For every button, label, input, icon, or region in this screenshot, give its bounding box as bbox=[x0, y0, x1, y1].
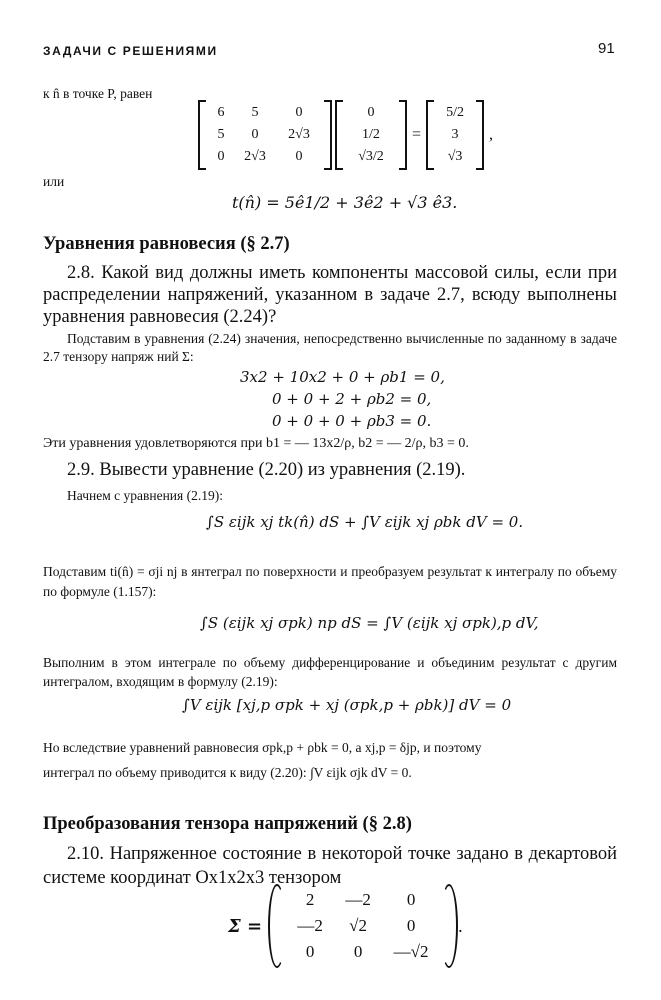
problem-2-10-statement: 2.10. Напряженное состояние в некоторой точке задано в декартовой системе координат Ox1x2x3 тензором bbox=[43, 844, 617, 888]
bracket-left bbox=[335, 100, 343, 170]
matrix-a-cell: 6 bbox=[217, 105, 225, 120]
matrix-product bbox=[198, 100, 498, 170]
matrix-a-cell: 2√3 bbox=[244, 149, 266, 164]
paren-left bbox=[268, 884, 286, 968]
sigma-cell: 0 bbox=[353, 942, 363, 961]
problem-2-9-conclusion-1: Но вследствие уравнений равновесия σpk,p + ρbk = 0, а xj,p = δjp, и поэтому bbox=[43, 740, 482, 755]
trailing-comma: , bbox=[489, 126, 494, 143]
problem-2-9-statement: 2.9. Вывести уравнение (2.20) из уравнения (2.19). bbox=[67, 460, 466, 480]
sigma-cell: 0 bbox=[305, 942, 315, 961]
problem-2-8-conclusion: Эти уравнения удовлетворяются при b1 = — 13x2/ρ, b2 = — 2/ρ, b3 = 0. bbox=[43, 436, 469, 451]
sigma-cell: —√2 bbox=[393, 942, 429, 961]
sigma-cell: 2 bbox=[305, 890, 315, 909]
result-cell: 5/2 bbox=[446, 105, 464, 120]
sigma-cell: —2 bbox=[297, 916, 323, 935]
running-title: ЗАДАЧИ С РЕШЕНИЯМИ bbox=[43, 44, 218, 58]
sigma-cell: 0 bbox=[406, 916, 416, 935]
matrix-a bbox=[206, 102, 324, 168]
vector-b-cell: √3/2 bbox=[358, 149, 384, 164]
matrix-a-cell: 0 bbox=[217, 149, 225, 164]
equation-combined: ∫V εijk [xj,p σpk + xj (σpk,p + ρbk)] dV = 0 bbox=[182, 696, 512, 714]
equals-sign: = bbox=[412, 126, 422, 143]
trailing-period: . bbox=[458, 915, 463, 936]
vector-b bbox=[343, 102, 399, 168]
equation: 0 + 0 + 2 + ρb2 = 0, bbox=[272, 390, 432, 408]
paren-right bbox=[440, 884, 458, 968]
bracket-left bbox=[426, 100, 434, 170]
traction-equation: t(n̂) = 5ê1/2 + 3ê2 + √3 ê3. bbox=[232, 193, 458, 212]
vector-b-cell: 0 bbox=[367, 105, 375, 120]
equation-gauss: ∫S (εijk xj σpk) np dS = ∫V (εijk xj σpk),p dV, bbox=[200, 614, 539, 632]
result-cell: √3 bbox=[447, 149, 463, 164]
equation-2-19: ∫S εijk xj tk(n̂) dS + ∫V εijk xj ρbk dV = 0. bbox=[206, 513, 524, 531]
matrix-a-cell: 5 bbox=[217, 127, 225, 142]
result-cell: 3 bbox=[451, 127, 459, 142]
sigma-label: Σ = bbox=[228, 915, 263, 937]
equation: 3x2 + 10x2 + 0 + ρb1 = 0, bbox=[240, 368, 445, 386]
section-title-transform: Преобразования тензора напряжений (§ 2.8) bbox=[43, 814, 412, 834]
matrix-a-cell: 0 bbox=[251, 127, 259, 142]
problem-2-9-substitute: Подставим ti(n̂) = σji nj в янтеграл по поверхности и преобразуем результат к интегралу по объему по формуле (1.157): bbox=[43, 564, 617, 599]
sigma-matrix bbox=[228, 884, 463, 968]
problem-2-9-start: Начнем с уравнения (2.19): bbox=[67, 488, 223, 503]
sigma-cell: √2 bbox=[349, 916, 367, 935]
problem-2-9-differentiate: Выполним в этом интеграле по объему дифференцирование и объединим результат с другим интегралом, входящим в формулу (2.19): bbox=[43, 655, 617, 689]
matrix-a-cell: 5 bbox=[251, 105, 259, 120]
bracket-right bbox=[399, 100, 407, 170]
bracket-right bbox=[476, 100, 484, 170]
bracket-left bbox=[198, 100, 206, 170]
sigma-matrix-grid bbox=[286, 887, 440, 965]
bracket-right bbox=[324, 100, 332, 170]
vector-b-cell: 1/2 bbox=[362, 127, 380, 142]
result-c bbox=[434, 102, 476, 168]
problem-2-9-conclusion-2: интеграл по объему приводится к виду (2.20): ∫V εijk σjk dV = 0. bbox=[43, 765, 412, 780]
matrix-a-cell: 2√3 bbox=[288, 127, 310, 142]
section-title-equilibrium: Уравнения равновесия (§ 2.7) bbox=[43, 234, 290, 254]
or-word: или bbox=[43, 174, 65, 189]
matrix-a-cell: 0 bbox=[295, 149, 303, 164]
page-number: 91 bbox=[598, 40, 615, 57]
sigma-cell: 0 bbox=[406, 890, 416, 909]
intro-line: к n̂ в точке P, равен bbox=[43, 86, 153, 101]
problem-2-8-statement: 2.8. Какой вид должны иметь компоненты массовой силы, если при распределении напряжений, указанном в задаче 2.7, всюду выполнены уравнения равновесия (2.24)? bbox=[43, 263, 617, 327]
equation: 0 + 0 + 0 + ρb3 = 0. bbox=[272, 412, 432, 430]
problem-2-8-solution-intro: Подставим в уравнения (2.24) значения, непосредственно вычисленные по заданному в задаче 2.7 тензору напряж ний Σ: bbox=[43, 331, 617, 364]
sigma-cell: —2 bbox=[345, 890, 371, 909]
matrix-a-cell: 0 bbox=[295, 105, 303, 120]
